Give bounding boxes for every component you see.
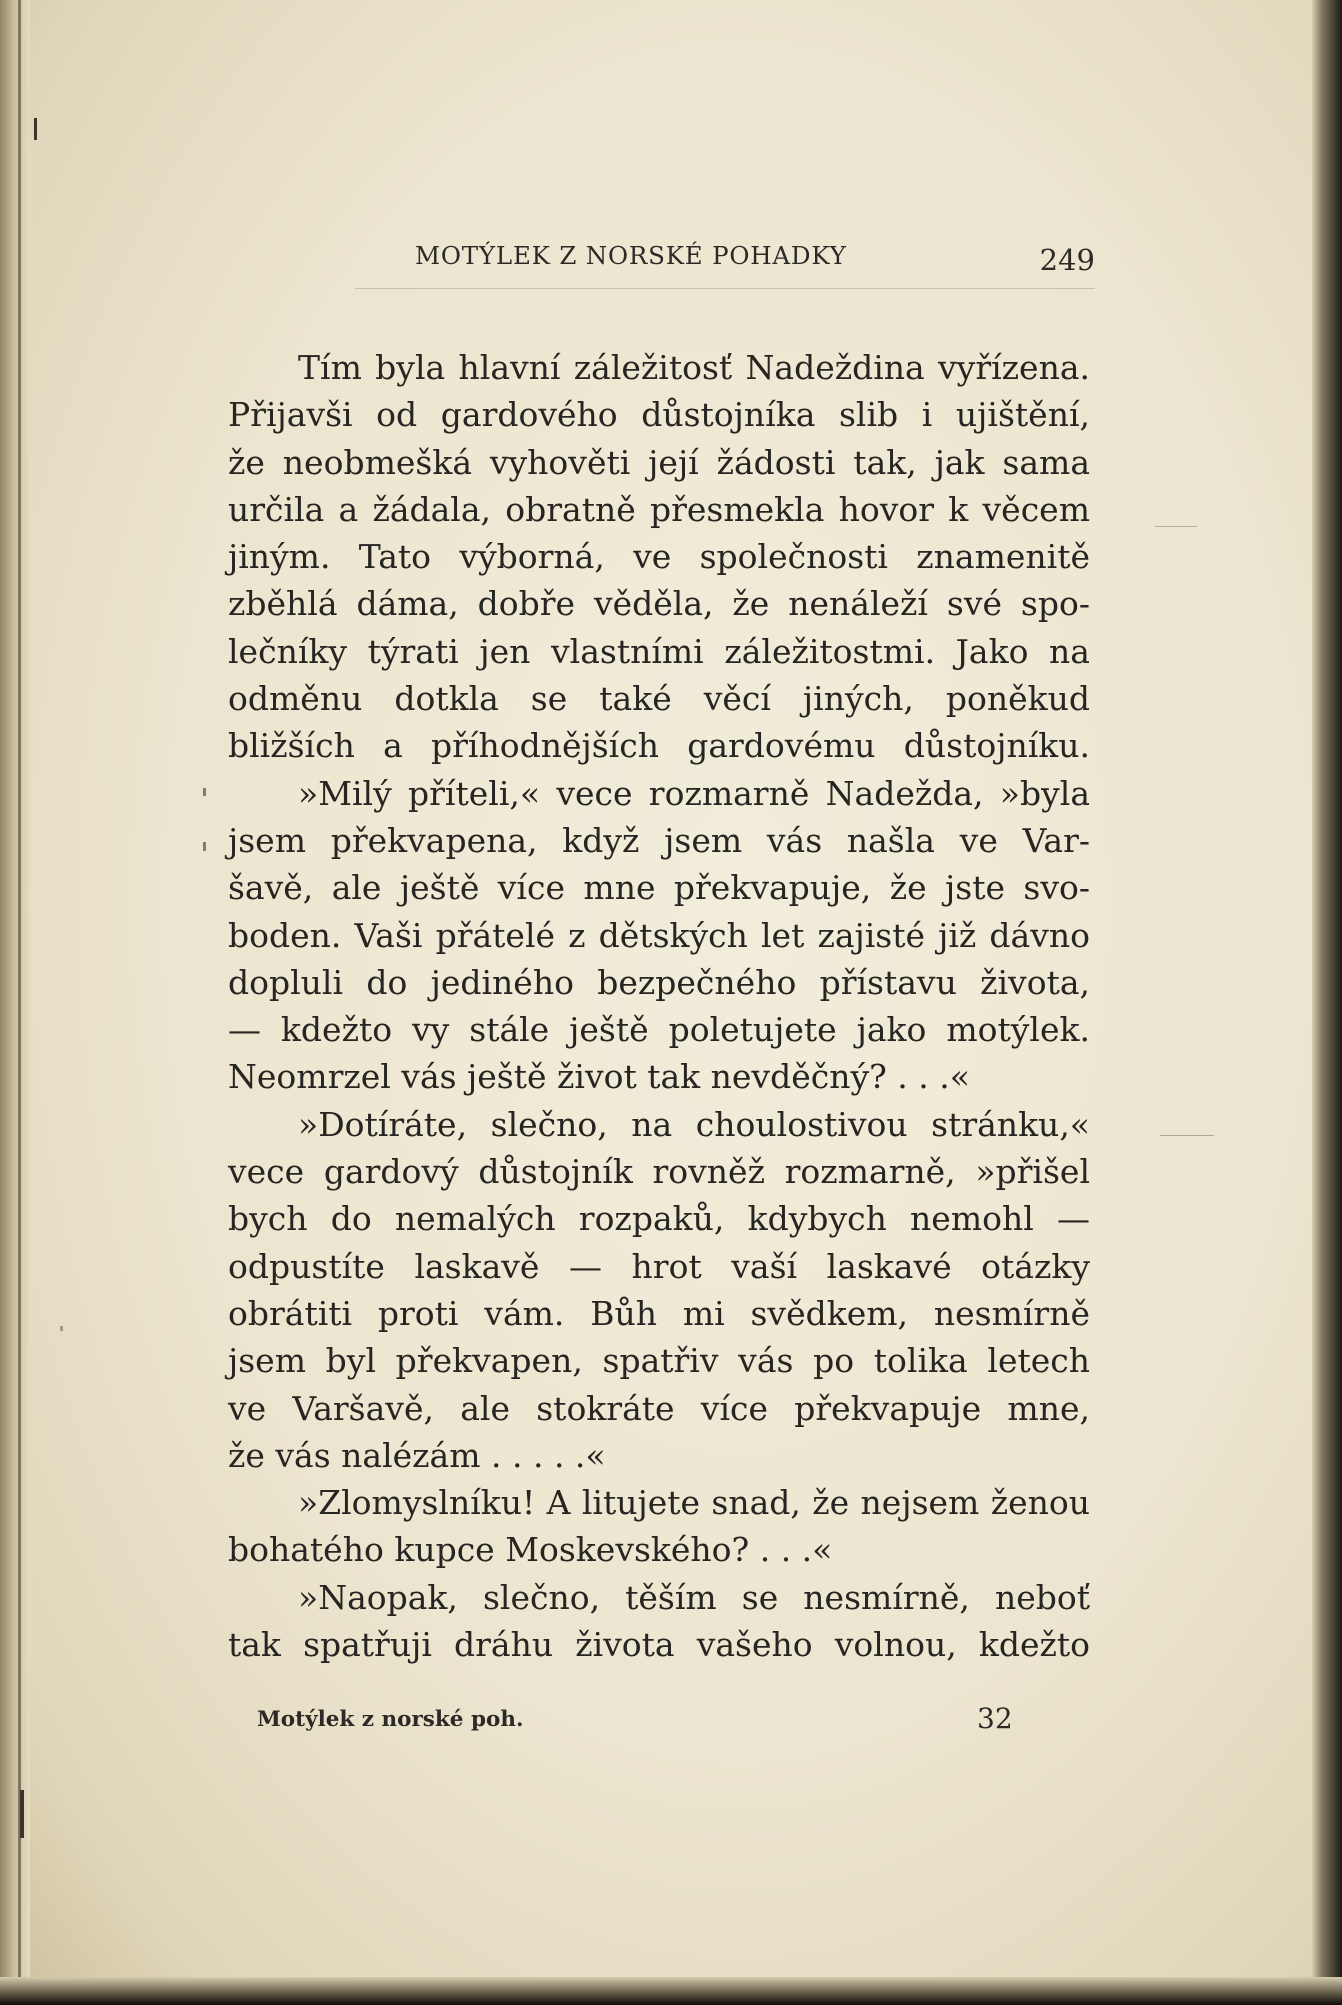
margin-mark xyxy=(203,842,206,851)
text-line: že vás nalézám . . . . .« xyxy=(228,1435,606,1475)
header-rule xyxy=(355,288,1095,289)
text-line: Přijavši od gardového důstojníka slib i ujištění, xyxy=(228,395,1090,435)
text-line: — kdežto vy stále ještě poletujete jako motýlek. xyxy=(228,1010,1090,1050)
page-edge-right xyxy=(1312,0,1342,2005)
text-line: lečníky týrati jen vlastními záležitostmi. Jako na xyxy=(228,631,1090,671)
text-line: odměnu dotkla se také věcí jiných, poněkud xyxy=(228,679,1090,719)
running-header xyxy=(415,237,1095,277)
binding-line xyxy=(18,0,21,2005)
text-line: tak spatřuji dráhu života vašeho volnou, kdežto xyxy=(228,1625,1090,1665)
margin-mark xyxy=(1160,1135,1214,1136)
margin-mark xyxy=(1155,526,1197,527)
text-line: dopluli do jediného bezpečného přístavu života, xyxy=(228,962,1090,1002)
binding-mark xyxy=(20,1790,24,1838)
running-title: MOTÝLEK Z NORSKÉ POHADKY xyxy=(415,241,847,270)
text-line: Neomrzel vás ještě život tak nevděčný? . . .« xyxy=(228,1057,970,1097)
signature-mark: Motýlek z norské poh. xyxy=(257,1707,524,1732)
text-line: »Milý příteli,« vece rozmarně Nadežda, »byla xyxy=(298,773,1090,813)
text-line: odpustíte laskavě — hrot vaší laskavé otázky xyxy=(228,1246,1090,1286)
margin-mark xyxy=(203,788,206,796)
text-line: jsem byl překvapen, spatřiv vás po tolika letech xyxy=(228,1341,1090,1381)
text-line: jiným. Tato výborná, ve společnosti znamenitě xyxy=(228,537,1090,577)
text-line: šavě, ale ještě více mne překvapuje, že jste svo- xyxy=(228,868,1090,908)
margin-mark xyxy=(60,1326,63,1331)
binding-mark xyxy=(34,118,37,140)
text-line: zběhlá dáma, dobře věděla, že nenáleží své spo- xyxy=(228,584,1090,624)
text-line: obrátiti proti vám. Bůh mi svědkem, nesmírně xyxy=(228,1293,1090,1333)
text-line: určila a žádala, obratně přesmekla hovor k věcem xyxy=(228,489,1090,529)
page-edge-bottom xyxy=(0,1977,1342,2005)
body-text xyxy=(228,344,1090,1668)
text-line: ve Varšavě, ale stokráte více překvapuje mne, xyxy=(228,1388,1090,1428)
text-line: že neobmešká vyhověti její žádosti tak, jak sama xyxy=(228,442,1090,482)
sheet-number: 32 xyxy=(977,1702,1013,1735)
text-line: »Naopak, slečno, těším se nesmírně, neboť xyxy=(298,1577,1090,1617)
text-line: »Zlomyslníku! A litujete snad, že nejsem ženou xyxy=(298,1483,1090,1523)
text-line: bych do nemalých rozpaků, kdybych nemohl — xyxy=(228,1199,1090,1239)
binding-gutter xyxy=(0,0,30,2005)
text-line: »Dotíráte, slečno, na choulostivou stránku,« xyxy=(298,1104,1090,1144)
page-number: 249 xyxy=(1039,243,1095,277)
text-line: Tím byla hlavní záležitosť Nadeždina vyřízena. xyxy=(298,348,1090,387)
text-line: bohatého kupce Moskevského? . . .« xyxy=(228,1530,833,1570)
text-line: vece gardový důstojník rovněž rozmarně, »přišel xyxy=(228,1152,1090,1192)
text-line: boden. Vaši přátelé z dětských let zajisté již dávno xyxy=(228,915,1090,955)
text-line: bližších a příhodnějších gardovému důstojníku. xyxy=(228,726,1090,766)
text-line: jsem překvapena, když jsem vás našla ve Var- xyxy=(228,820,1090,860)
